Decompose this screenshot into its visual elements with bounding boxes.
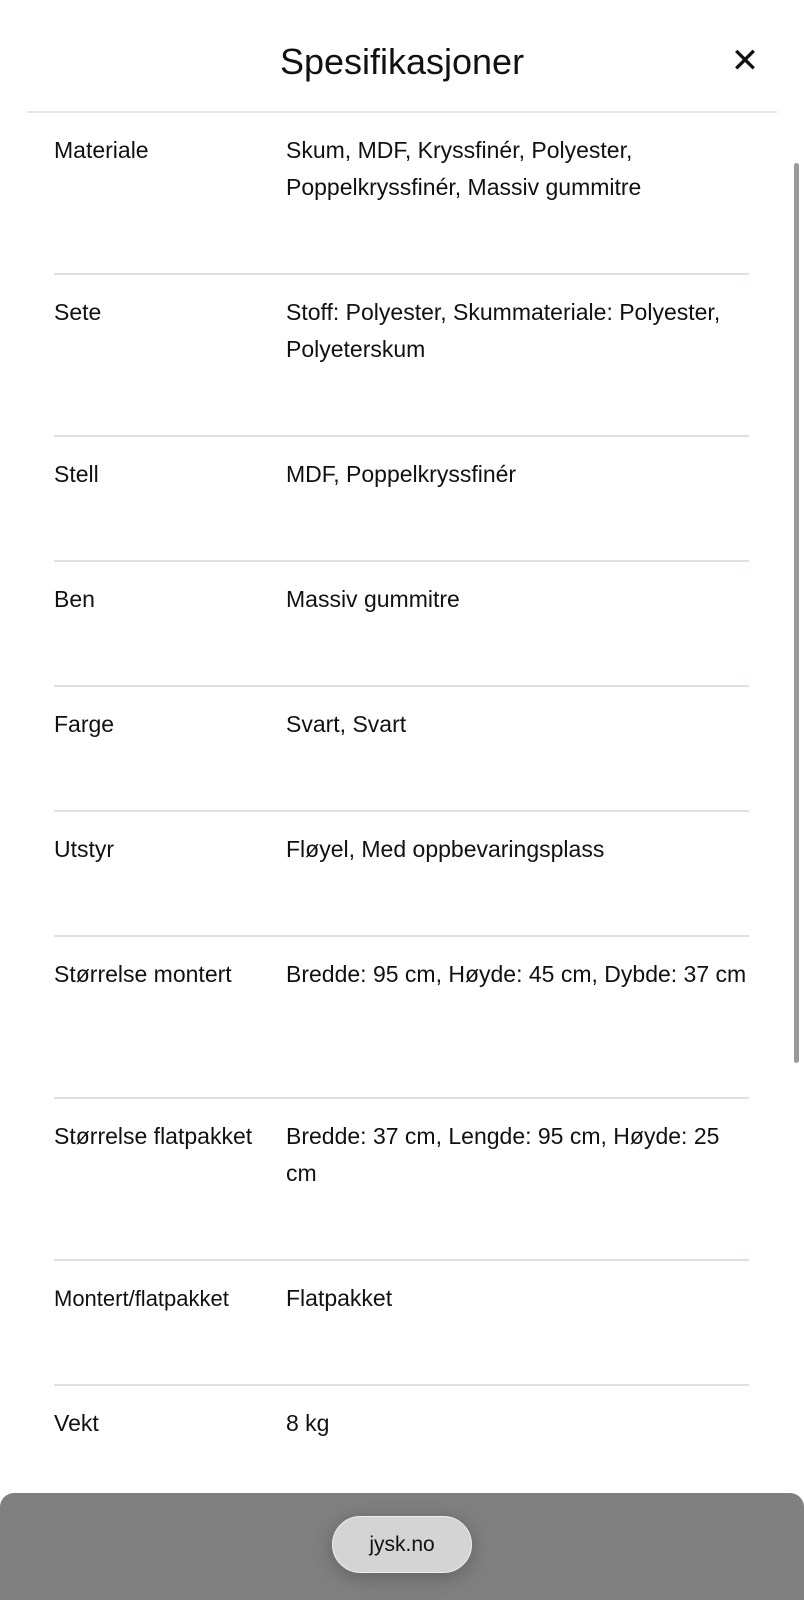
spec-label: Utstyr	[54, 836, 115, 862]
spec-row-ben	[54, 562, 749, 687]
spec-label: Størrelse montert	[54, 961, 232, 987]
spec-label: Ben	[54, 586, 95, 612]
spec-label: Størrelse flatpakket	[54, 1123, 253, 1149]
spec-row-farge	[54, 687, 749, 812]
spec-value: Fløyel, Med oppbevaringsplass	[286, 836, 605, 862]
spec-value: Skum, MDF, Kryssfinér, Polyester, Poppelkryssfinér, Massiv gummitre	[286, 137, 642, 200]
spec-list	[54, 113, 749, 1511]
spec-label: Stell	[54, 461, 99, 487]
spec-label: Farge	[54, 711, 115, 737]
spec-row-storrelse-flatpakket	[54, 1099, 749, 1261]
spec-value: Massiv gummitre	[286, 586, 460, 612]
spec-value: MDF, Poppelkryssfinér	[286, 461, 517, 487]
close-icon[interactable]: ✕	[730, 42, 760, 80]
spec-label: Sete	[54, 299, 102, 325]
spec-label: Vekt	[54, 1410, 99, 1436]
spec-row-montert-flatpakket	[54, 1261, 749, 1386]
spec-value: 8 kg	[286, 1410, 330, 1436]
spec-value: Flatpakket	[286, 1285, 393, 1311]
spec-label: Montert/flatpakket	[54, 1286, 229, 1311]
spec-row-materiale	[54, 113, 749, 275]
spec-value: Bredde: 95 cm, Høyde: 45 cm, Dybde: 37 cm	[286, 961, 747, 987]
browser-bottom-bar	[0, 1493, 804, 1600]
page-title: Spesifikasjoner	[279, 41, 525, 82]
spec-row-storrelse-montert	[54, 937, 749, 1099]
url-pill[interactable]: jysk.no	[332, 1516, 472, 1573]
spec-value: Bredde: 37 cm, Lengde: 95 cm, Høyde: 25 cm	[286, 1123, 720, 1186]
spec-row-utstyr	[54, 812, 749, 937]
spec-value: Stoff: Polyester, Skummateriale: Polyester, Polyeterskum	[286, 299, 721, 362]
spec-row-sete	[54, 275, 749, 437]
spec-row-stell	[54, 437, 749, 562]
scrollbar[interactable]	[794, 163, 799, 1063]
spec-value: Svart, Svart	[286, 711, 407, 737]
spec-label: Materiale	[54, 137, 149, 163]
